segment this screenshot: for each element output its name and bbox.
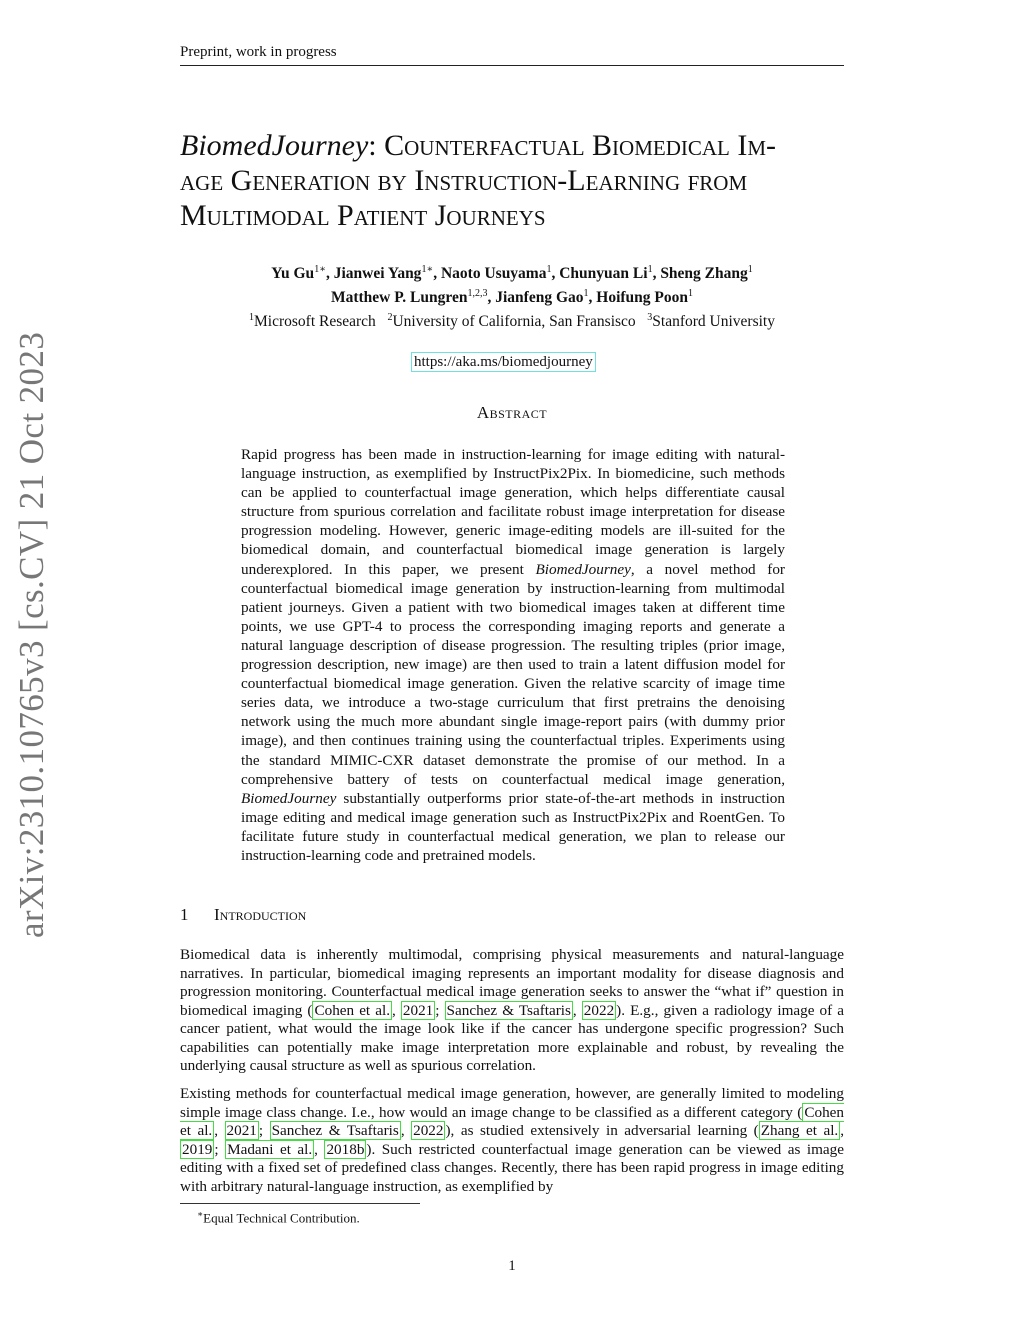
affiliation: Stanford University [652, 313, 775, 331]
author-sup: 1 [688, 288, 693, 300]
intro-paragraph-1 [180, 946, 844, 1076]
author-sup: 1 [546, 264, 552, 275]
section-title: Introduction [214, 905, 307, 924]
citation-sep: , [314, 1140, 325, 1158]
section-number: 1 [180, 905, 189, 924]
citation-sep: , [400, 1122, 412, 1139]
paragraph-text: Biomedical data is inherently multimodal, comprising physical measurements and natural-language narratives. In particular, biomedical imaging represents an important modality for disease diagnosis and progression monitoring. Counterfactual medical image generation seeks to answer the “what if” question in biomedical imaging ( [180, 946, 844, 1019]
paragraph-text: Existing methods for counterfactual medical image generation, however, are generally limited to modeling simple image class change. I.e., how would an image change to be classified as a different category ( [180, 1085, 844, 1121]
intro-paragraph-2 [180, 1085, 844, 1196]
author-line-1: Yu $Gu^{1∗}$, Jianwei Yang$^{1∗}$, Naoto Usuyama$^1$, Chunyuan Li$^1$, Sheng Zhang$^1$ [271, 264, 753, 283]
paragraph-text: ). E.g., given a radiology image of a cancer patient, what would the image look like if the cancer has undergone specific progression? Such capabilities can potentially make image interpretation more explainable and robust, by revealing the underlying causal structure as well as spurious correlation. [180, 1001, 845, 1074]
affiliations [180, 308, 844, 332]
author-sup: 1∗ [314, 264, 326, 275]
citation-sep: , [840, 1122, 845, 1139]
affil-sup: 1 [249, 312, 254, 324]
author-name: Hoifung Poon [596, 289, 688, 307]
abstract-part: substantially outperforms prior state-of-the-art methods in instruction image editing and medical image generation such as InstructPix2Pix and RoentGen. To facilitate future study in counterfactual medical generation, we plan to release our instruction-learning code and pretrained models. [241, 789, 785, 864]
abstract-emphasis: BiomedJourney [241, 789, 337, 807]
author-line-2: Matthew P. Lungren$^{1,2,3}$, Jianfeng Gao$^1$, Hoifung Poon$^1$ [330, 288, 693, 307]
citation-link[interactable]: 2022 [583, 1001, 615, 1019]
abstract-part: , a novel method for counterfactual biomedical image generation by instruction-learning from multimodal patient journeys. Given a patient with two biomedical images taken at different time points, we use GPT-4 to process the corresponding imaging reports and generate a natural language description of disease progression. The resulting triples (prior image, progression description, new image) are then used to train a latent diffusion model for counterfactual biomedical image generation. Given the relative scarcity of image time series data, we introduce a two-stage curriculum that first pretrains the denoising network using the much more abundant single image-report pairs (with dummy prior image), and then continues training using the counterfactual triples. Experiments using the standard MIMIC-CXR dataset demonstrate the promise of our method. In a comprehensive battery of tests on counterfactual medical image generation, [241, 560, 785, 788]
author-name: Jianwei Yang [333, 265, 422, 283]
author-name: Matthew P. Lungren [330, 289, 468, 307]
abstract-emphasis: BiomedJourney [535, 560, 631, 578]
author-name: Yu Gu [271, 265, 315, 283]
affil-sup: 3 [647, 312, 653, 324]
author-name: Naoto Usuyama [440, 265, 547, 283]
citation-sep: ; [258, 1122, 270, 1139]
author-sup: 1,2,3 [467, 288, 488, 300]
citation-link[interactable]: Cohen et al. [180, 1103, 844, 1139]
paper-title [180, 128, 860, 233]
footnote-mark: ∗ [197, 1209, 204, 1219]
author-name: Sheng Zhang [660, 265, 748, 283]
author-sup: 1 [583, 288, 589, 300]
citation-sep: ; [435, 1001, 445, 1019]
citation-sep: , [392, 1001, 401, 1019]
citation-link[interactable]: 2021 [226, 1122, 257, 1139]
title-line-2: age Generation by Instruction-Learning from [180, 164, 748, 197]
citation-sep: , [214, 1122, 225, 1139]
abstract-part: Rapid progress has been made in instruction-learning for image editing with natural-language instruction, as exemplified by InstructPix2Pix. In biomedicine, such methods can be applied to counterfactual image generation, which helps differentiate causal structure from spurious correlation and facilitate robust image interpretation for disease progression modeling. However, generic image-editing models are ill-suited for the biomedical domain, and counterfactual biomedical image generation is largely underexplored. In this paper, we present [241, 446, 785, 578]
citation-link[interactable]: 2022 [413, 1122, 444, 1139]
title-line-1-rest: : Counterfactual Biomedical Im- [368, 129, 777, 162]
author-block [180, 260, 844, 332]
title-italic: BiomedJourney [180, 129, 369, 162]
citation-sep: , [572, 1001, 582, 1019]
header-rule [180, 65, 844, 66]
citation-sep: ; [214, 1140, 226, 1158]
citation-link[interactable]: 2019 [182, 1140, 213, 1158]
page-number: 1 [508, 1258, 516, 1274]
citation-link[interactable]: Madani et al. [227, 1140, 313, 1158]
author-name: Jianfeng Gao [495, 289, 584, 307]
title-line-3: Multimodal Patient Journeys [180, 199, 546, 232]
affiliation: Microsoft Research [254, 313, 376, 331]
citation-link[interactable]: Cohen et al. [314, 1001, 390, 1019]
footnote [197, 1209, 360, 1226]
arxiv-stamp[interactable]: arXiv:2310.10765v3 [cs.CV] 21 Oct 2023 [12, 331, 51, 938]
author-sup: 1∗ [421, 264, 434, 275]
citation-link[interactable]: Sanchez & Tsaftaris [446, 1001, 571, 1019]
citation-link[interactable]: Sanchez & Tsaftaris [271, 1122, 399, 1139]
citation-link[interactable]: Zhang et al. [760, 1122, 839, 1139]
affiliation: University of California, San Fransisco [392, 313, 636, 331]
section-heading [180, 905, 306, 925]
paragraph-text: ). Such restricted counterfactual image generation can be viewed as image editing with a fixed set of predefined class changes. Recently, there has been rapid progress in image editing with arbitrary natural-language instruction, as exemplified by [180, 1140, 844, 1195]
title-line-1 [180, 128, 860, 163]
author-name: Chunyuan Li [559, 265, 648, 283]
footnote-text: Equal Technical Contribution. [203, 1210, 360, 1226]
abstract-heading: Abstract [476, 403, 548, 422]
abstract-text [241, 445, 785, 865]
citation-link[interactable]: 2021 [402, 1001, 434, 1019]
author-sup: 1 [647, 264, 653, 275]
footnote-rule [180, 1203, 420, 1204]
citation-link[interactable]: 2018b [326, 1140, 365, 1158]
running-head: Preprint, work in progress [180, 44, 337, 60]
project-link[interactable]: https://aka.ms/biomedjourney [411, 352, 596, 372]
author-sup: 1 [747, 264, 753, 275]
affil-sup: 2 [387, 312, 393, 324]
paragraph-text: ), as studied extensively in adversarial learning ( [445, 1122, 759, 1139]
